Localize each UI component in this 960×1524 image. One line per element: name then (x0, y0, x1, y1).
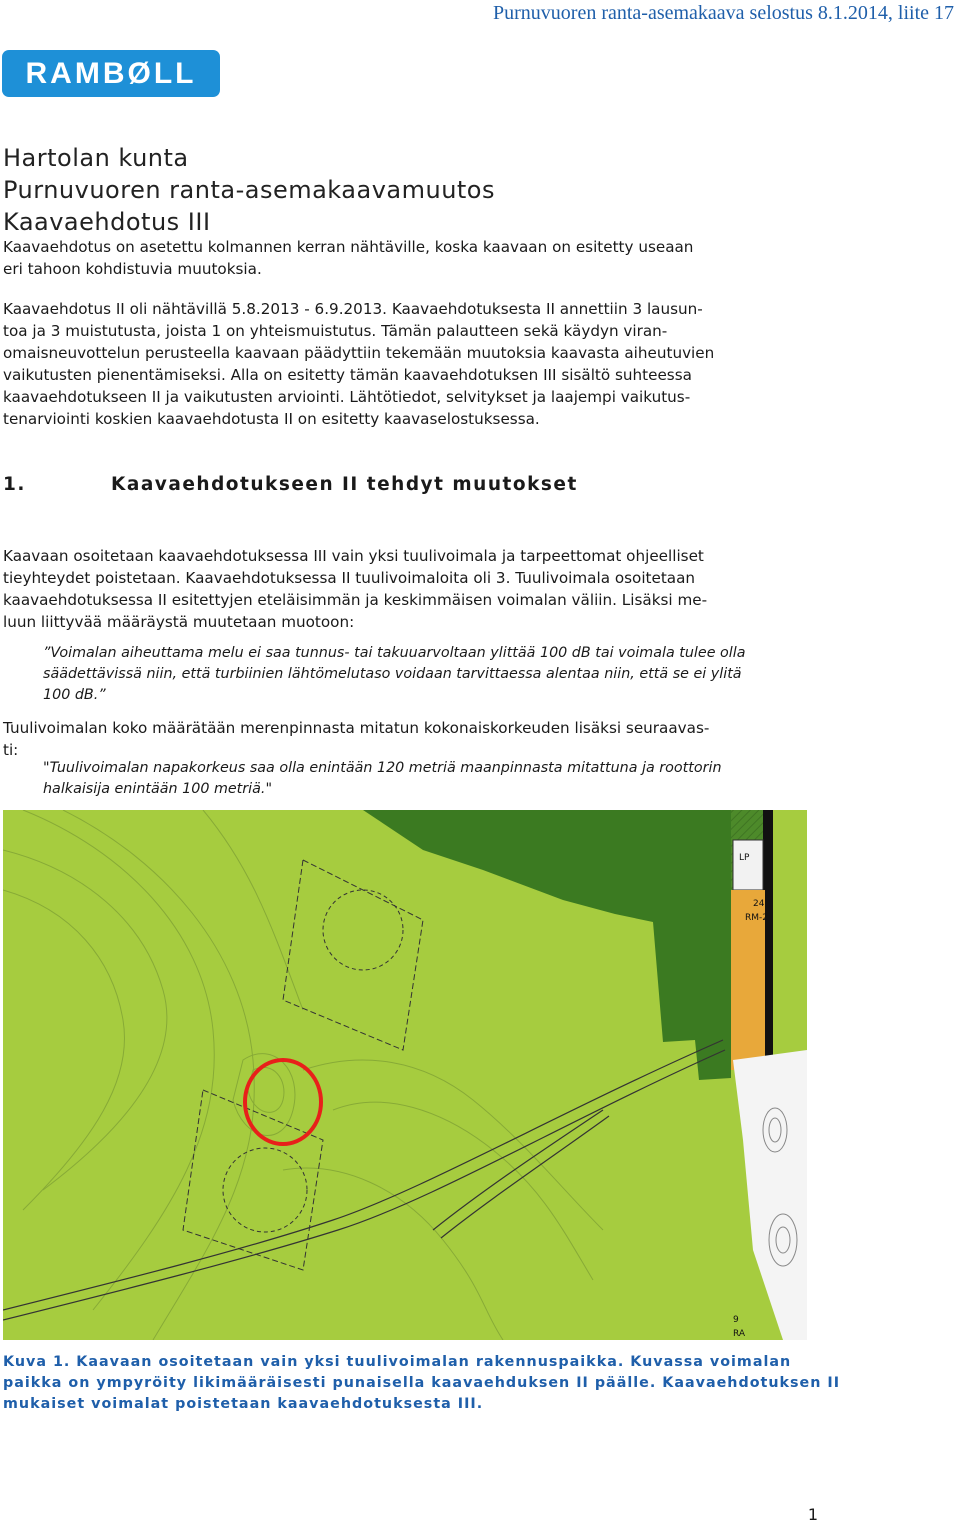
title-proposal: Kaavaehdotus III (3, 208, 211, 236)
text-line: Kaavaan osoitetaan kaavaehdotuksessa III vain yksi tuulivoimala ja tarpeettomat ohjeelliset (3, 547, 704, 565)
text-line: Tuulivoimalan koko määrätään merenpinnasta mitatun kokonaiskorkeuden lisäksi seuraavas- (3, 719, 710, 737)
page-number: 1 (807, 1505, 818, 1524)
section-title: Kaavaehdotukseen II tehdyt muutokset (111, 474, 578, 495)
text-line: kaavaehdotukseen II ja vaikutusten arviointi. Lähtötiedot, selvitykset ja laajempi vaikutus- (3, 388, 691, 406)
text-line: ti: (3, 741, 19, 759)
section-number: 1. (3, 474, 26, 495)
text-line: omaisneuvottelun perusteella kaavaan päädyttiin tekemään muutoksia kaavasta aiheutuvien (3, 344, 715, 362)
noise-regulation-quote (43, 643, 823, 706)
intro-paragraph (3, 236, 953, 280)
text-line: kaavaehdotuksessa II esitettyjen eteläisimmän ja keskimmäisen voimalan väliin. Lisäksi me- (3, 591, 708, 609)
text-line: eri tahoon kohdistuvia muutoksia. (3, 260, 262, 278)
figure-caption (3, 1352, 863, 1415)
text-line: tieyhteydet poistetaan. Kaavaehdotuksessa II tuulivoimaloita oli 3. Tuulivoimala osoitetaan (3, 569, 696, 587)
quote-line: ”Voimalan aiheuttama melu ei saa tunnus- tai takuuarvoltaan ylittää 100 dB tai voimala tulee olla (43, 645, 746, 661)
text-line: Kaavaehdotus II oli nähtävillä 5.8.2013 - 6.9.2013. Kaavaehdotuksesta II annettiin 3 lausun- (3, 300, 703, 318)
text-line: Kaavaehdotus on asetettu kolmannen kerran nähtäville, koska kaavaan on esitetty useaan (3, 238, 694, 256)
map-label-lp: LP (739, 853, 750, 863)
quote-line: "Tuulivoimalan napakorkeus saa olla enintään 120 metriä maanpinnasta mitattuna ja roottorin (43, 760, 722, 776)
text-line: toa ja 3 muistutusta, joista 1 on yhteismuistutus. Tämän palautteen sekä käydyn viran- (3, 322, 668, 340)
quote-line: halkaisija enintään 100 metriä." (43, 781, 273, 797)
document-titles (3, 142, 495, 238)
map-label-rm2: RM-2 (745, 913, 768, 923)
text-line: luun liittyvää määräystä muutetaan muotoon: (3, 613, 355, 631)
caption-line: mukaiset voimalat poistetaan kaavaehdotuksesta III. (3, 1396, 484, 1412)
header-note: Purnuvuoren ranta-asemakaava selostus 8.1.2014, liite 17 (493, 2, 954, 24)
text-line: vaikutusten pienentämiseksi. Alla on esitetty tämän kaavaehdotuksen III sisältö suhteessa (3, 366, 692, 384)
caption-line: paikka on ympyröity likimääräisesti punaisella kaavaehduksen II päälle. Kaavaehdotuksen II (3, 1375, 841, 1391)
quote-line: säädettävissä niin, että turbiinien lähtömelutaso voidaan tarvittaessa alentaa niin, että se ei ylitä (43, 666, 742, 682)
height-regulation-quote (43, 758, 823, 800)
plan-map (3, 810, 807, 1340)
title-plan: Purnuvuoren ranta-asemakaavamuutos (3, 176, 495, 204)
title-municipality: Hartolan kunta (3, 144, 189, 172)
map-label-9: 9 (733, 1315, 739, 1325)
map-label-ra: RA (733, 1329, 746, 1339)
ramboll-logo: RAMBØLL (2, 50, 220, 97)
text-line: tenarviointi koskien kaavaehdotusta II on esitetty kaavaselostuksessa. (3, 410, 540, 428)
background-paragraph (3, 298, 953, 430)
size-paragraph (3, 717, 953, 761)
section-heading (3, 474, 578, 495)
changes-paragraph (3, 545, 953, 633)
map-label-24: 24 (753, 899, 765, 909)
quote-line: 100 dB.” (43, 687, 106, 703)
lp-area (733, 840, 763, 890)
caption-line: Kuva 1. Kaavaan osoitetaan vain yksi tuulivoimalan rakennuspaikka. Kuvassa voimalan (3, 1354, 792, 1370)
